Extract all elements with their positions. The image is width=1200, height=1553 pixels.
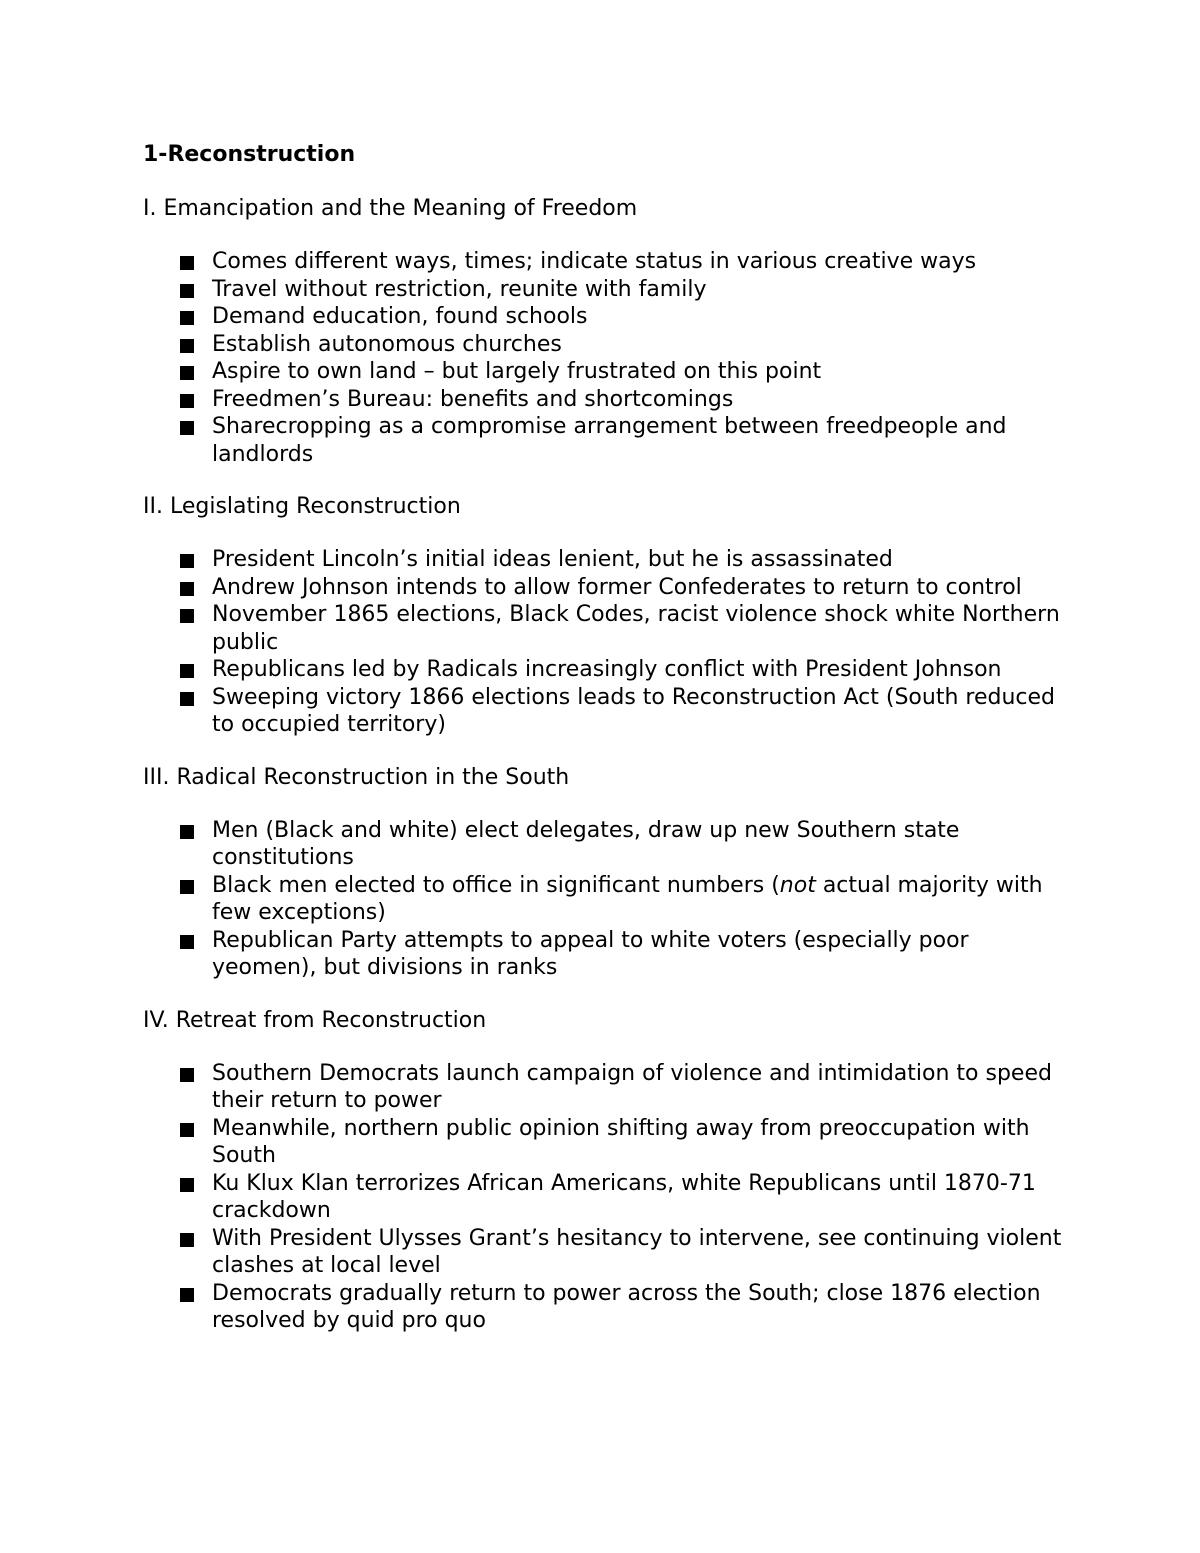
section-radical-reconstruction [143, 763, 1063, 982]
bullet-item [143, 386, 1063, 414]
bullet-item [143, 413, 1063, 468]
square-bullet-icon [180, 880, 194, 894]
section-heading: III. Radical Reconstruction in the South [143, 764, 570, 790]
section-heading: II. Legislating Reconstruction [143, 494, 461, 519]
bullet-text: Establish autonomous churches [212, 331, 562, 357]
bullet-text: Travel without restriction, reunite with family [212, 276, 707, 302]
bullet-item [143, 276, 1063, 304]
bullet-item [143, 1225, 1063, 1280]
square-bullet-icon [180, 339, 194, 353]
bullet-text: Comes different ways, times; indicate status in various creative ways [212, 249, 977, 274]
bullet-text: Men (Black and white) elect delegates, draw up new Southern state constitutions [212, 817, 960, 870]
bullet-text: President Lincoln’s initial ideas lenient, but he is assassinated [212, 547, 893, 572]
bullet-list [143, 248, 1063, 468]
bullet-item [143, 248, 1063, 276]
bullet-text-before: Black men elected to office in significant numbers ( [212, 872, 780, 898]
bullet-list [143, 546, 1063, 739]
bullet-item [143, 358, 1063, 386]
section-heading: IV. Retreat from Reconstruction [143, 1007, 487, 1033]
square-bullet-icon [180, 609, 194, 623]
square-bullet-icon [180, 1123, 194, 1137]
bullet-text: Andrew Johnson intends to allow former Confederates to return to control [212, 574, 1022, 600]
section-heading: I. Emancipation and the Meaning of Freedom [143, 196, 638, 221]
bullet-text: Meanwhile, northern public opinion shifting away from preoccupation with South [212, 1115, 1030, 1168]
bullet-text-after: actual majority with few exceptions) [212, 872, 1043, 925]
square-bullet-icon [180, 311, 194, 325]
bullet-list [143, 1060, 1063, 1335]
bullet-text: Republican Party attempts to appeal to white voters (especially poor yeomen), but divisions in ranks [212, 927, 969, 980]
bullet-list [143, 817, 1063, 982]
square-bullet-icon [180, 1288, 194, 1302]
document-title: 1-Reconstruction [143, 142, 356, 167]
bullet-item [143, 331, 1063, 359]
square-bullet-icon [180, 366, 194, 380]
bullet-item [143, 1060, 1063, 1115]
bullet-item [143, 546, 1063, 574]
bullet-text: Sweeping victory 1866 elections leads to Reconstruction Act (South reduced to occupied territory) [212, 684, 1055, 737]
bullet-text: Sharecropping as a compromise arrangement between freedpeople and landlords [212, 414, 1007, 467]
square-bullet-icon [180, 582, 194, 596]
square-bullet-icon [180, 394, 194, 408]
square-bullet-icon [180, 692, 194, 706]
bullet-text: Ku Klux Klan terrorizes African Americans, white Republicans until 1870-71 crackdown [212, 1170, 1036, 1223]
bullet-item [143, 574, 1063, 602]
square-bullet-icon [180, 1178, 194, 1192]
bullet-item [143, 1115, 1063, 1170]
bullet-text-emphasis: not [779, 872, 816, 898]
bullet-item [143, 817, 1063, 872]
bullet-text: Republicans led by Radicals increasingly conflict with President Johnson [212, 657, 1002, 682]
square-bullet-icon [180, 256, 194, 270]
bullet-item [143, 872, 1063, 927]
bullet-text: With President Ulysses Grant’s hesitancy to intervene, see continuing violent clashes at local level [212, 1225, 1062, 1278]
bullet-item [143, 1170, 1063, 1225]
bullet-text: Democrats gradually return to power across the South; close 1876 election resolved by quid pro quo [212, 1280, 1041, 1333]
bullet-item [143, 684, 1063, 739]
square-bullet-icon [180, 284, 194, 298]
square-bullet-icon [180, 825, 194, 839]
section-emancipation [143, 194, 1063, 468]
bullet-text: Freedmen’s Bureau: benefits and shortcomings [212, 386, 734, 412]
bullet-item [143, 1280, 1063, 1335]
bullet-text: Aspire to own land – but largely frustrated on this point [212, 359, 822, 384]
square-bullet-icon [180, 1068, 194, 1082]
bullet-item [143, 656, 1063, 684]
square-bullet-icon [180, 935, 194, 949]
square-bullet-icon [180, 664, 194, 678]
bullet-item [143, 601, 1063, 656]
bullet-text: Southern Democrats launch campaign of violence and intimidation to speed their return to power [212, 1060, 1052, 1113]
bullet-item [143, 303, 1063, 331]
bullet-text: Demand education, found schools [212, 304, 588, 329]
square-bullet-icon [180, 1233, 194, 1247]
square-bullet-icon [180, 554, 194, 568]
section-legislating [143, 492, 1063, 739]
document-page [143, 140, 1063, 1335]
section-retreat [143, 1006, 1063, 1335]
bullet-text: November 1865 elections, Black Codes, racist violence shock white Northern public [212, 602, 1060, 655]
bullet-item [143, 927, 1063, 982]
square-bullet-icon [180, 421, 194, 435]
